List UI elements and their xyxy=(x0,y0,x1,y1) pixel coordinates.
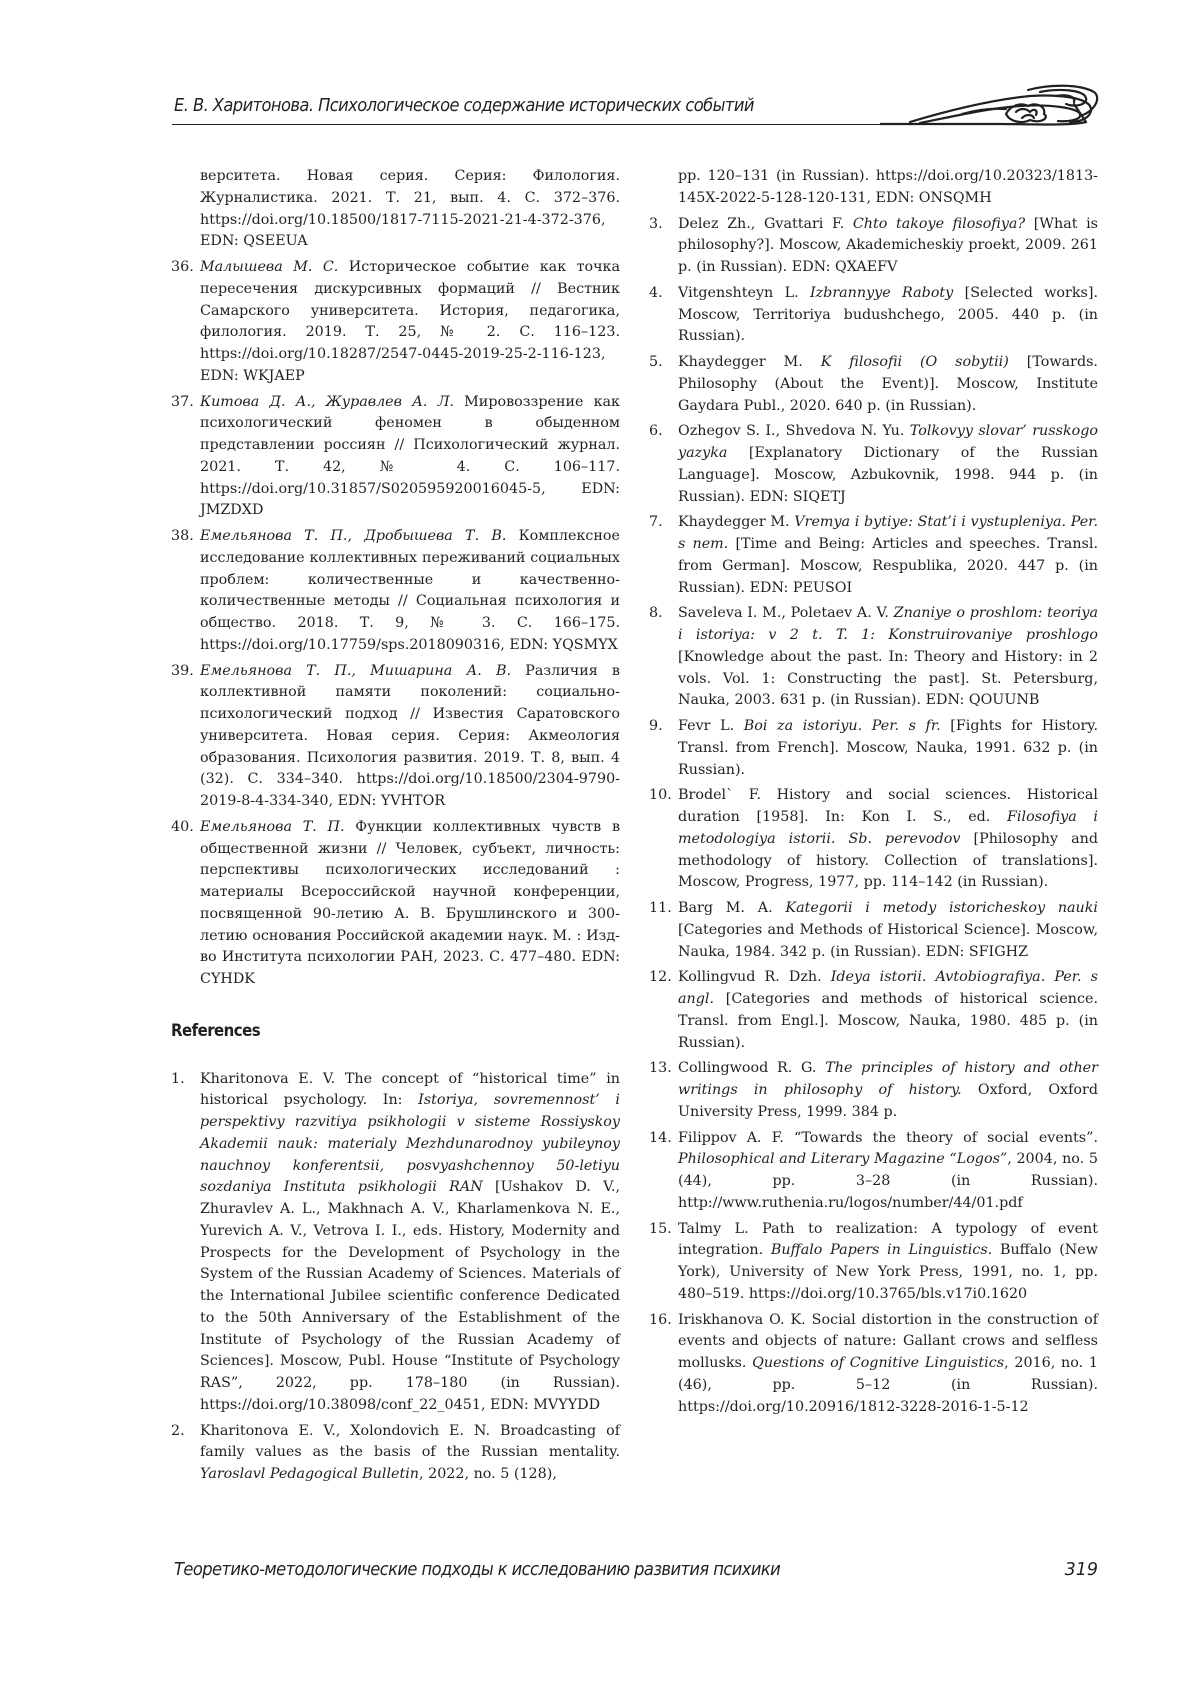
reference-title-italic: Емельянова Т. П., Мишарина А. В. xyxy=(200,662,512,679)
reference-title-italic: Китова Д. А., Журавлев А. Л. xyxy=(200,393,455,410)
reference-title-italic: Istoriya, sovremennost’ i perspektivy razvitiya psikhologii v sisteme Rossiyskoy Akademii nauk: materialy Mezhdunarodnoy yubileynoy nauchnoy konferentsii, posvyashchennoy 50-letiyu sozdaniya Instituta psikhologii RAN xyxy=(200,1092,620,1196)
reference-item xyxy=(649,603,1098,712)
art-nouveau-ornament-icon xyxy=(880,82,1102,144)
reference-title-italic: Малышева М. С. xyxy=(200,259,339,275)
reference-text: [What is philosophy?]. Moscow, Akademicheskiy proekt, 2009. 261 p. (in Russian). EDN: QXAEFV xyxy=(678,215,1098,275)
reference-text: [Categories and Methods of Historical Science]. Moscow, Nauka, 1984. 342 p. (in Russian). EDN: SFIGHZ xyxy=(678,921,1098,960)
reference-item xyxy=(171,661,620,813)
reference-text: [Selected works]. Moscow, Territoriya budushchego, 2005. 440 p. (in Russian). xyxy=(678,284,1098,345)
reference-title-italic: Questions of Cognitive Linguistics xyxy=(752,1355,1005,1371)
reference-text: Brodel` F. History and social sciences. Historical duration [1958]. In: Kon I. S., ed. xyxy=(678,787,1098,825)
reference-item xyxy=(649,1128,1098,1215)
reference-text: [Ushakov D. V., Zhuravlev A. L., Makhnach A. V., Kharlamenkova N. E., Yurevich A. V., Vetrova I. I., eds. History, Modernity and Prospects for the Development of Psychology in the System of the Russian Academy of Sciences. Materials of the International Jubilee scientific conference Dedicated to the 50th Anniversary of the Establishment of the Institute of Psychology of the Russian Academy of Sciences]. Moscow, Publ. House “Institute of Psychology RAS”, 2022, pp. 178–180 (in Russian). https://doi.org/10.38098/conf_22_0451, EDN: MVYYDD xyxy=(200,1179,621,1413)
reference-number: 4. xyxy=(649,284,663,301)
reference-title-italic: Ideya istorii. Avtobiografiya. Per. s angl. xyxy=(678,969,1099,1007)
reference-item xyxy=(171,1421,620,1486)
reference-number: 1. xyxy=(171,1070,185,1087)
reference-text: Kharitonova E. V., Xolondovich E. N. Broadcasting of family values as the basis of the Russian mentality. xyxy=(200,1422,620,1461)
reference-text: Vitgenshteyn L. xyxy=(678,284,810,301)
reference-item xyxy=(649,421,1098,508)
reference-number: 37. xyxy=(171,393,194,410)
reference-text: Мировоззрение как психологический феномен в обыденном представлении россиян // Психологический журнал. 2021. Т. 42, № 4. С. 106–117. https://doi.org/10.31857/S020595920016045-5, EDN: JMZDXD xyxy=(200,393,620,519)
reference-text: [Explanatory Dictionary of the Russian Language]. Moscow, Azbukovnik, 1998. 944 p. (in Russian). EDN: SIQETJ xyxy=(678,445,1098,505)
right-column xyxy=(649,166,1099,1422)
reference-number: 10. xyxy=(649,787,672,804)
reference-item xyxy=(171,257,620,388)
reference-title-italic: Filosofiya i metodologiya istorii. Sb. perevodov xyxy=(678,809,1098,847)
reference-text: Saveleva I. M., Poletaev A. V. xyxy=(678,605,894,622)
reference-text: [Fights for History. Transl. from French]. Moscow, Nauka, 1991. 632 p. (in Russian). xyxy=(678,718,1098,778)
reference-text: Khaydegger M. xyxy=(678,354,821,370)
reference-item xyxy=(649,898,1098,963)
reference-title-italic: K filosofii (O sobytii) xyxy=(820,354,1009,370)
reference-number: 5. xyxy=(649,354,663,370)
reference-continuation xyxy=(174,166,620,253)
reference-title-italic: Yaroslavl Pedagogical Bulletin xyxy=(200,1466,420,1482)
reference-item xyxy=(171,817,620,991)
reference-item xyxy=(649,283,1098,348)
header-rule xyxy=(172,124,922,125)
reference-title-italic: Znaniye o proshlom: teoriya i istoriya: v 2 t. T. 1: Konstruirovaniye proshlogo xyxy=(678,605,1098,643)
reference-number: 11. xyxy=(649,900,672,916)
reference-text: верситета. Новая серия. Серия: Филология. Журналистика. 2021. Т. 21, вып. 4. С. 372–376. https://doi.org/10.18500/1817-7115-2021-21-4-372-376, EDN: QSEEUA xyxy=(200,168,620,250)
reference-number: 39. xyxy=(171,662,194,679)
reference-item xyxy=(649,716,1098,781)
reference-number: 12. xyxy=(649,969,672,986)
reference-item xyxy=(171,526,620,657)
reference-text: Ozhegov S. I., Shvedova N. Yu. xyxy=(678,423,910,440)
reference-item xyxy=(649,967,1099,1054)
reference-text: [Categories and methods of historical science. Transl. from Engl.]. Moscow, Nauka, 1980. 485 p. (in Russian). xyxy=(678,991,1098,1051)
reference-text: [Time and Being: Articles and speeches. Transl. from German]. Moscow, Respublika, 2020. 447 p. (in Russian). EDN: PEUSOI xyxy=(678,536,1098,596)
reference-item xyxy=(649,1219,1099,1306)
reference-number: 3. xyxy=(649,215,663,232)
reference-title-italic: Емельянова Т. П., Дробышева Т. В. xyxy=(200,528,507,544)
reference-number: 38. xyxy=(171,528,194,544)
reference-title-italic: The principles of history and other writings in philosophy of history. xyxy=(678,1060,1098,1098)
reference-title-italic: Boi za istoriyu. Per. s fr. xyxy=(743,718,941,734)
reference-title-italic: Izbrannyye Raboty xyxy=(809,284,954,301)
reference-text: Fevr L. xyxy=(678,718,744,734)
references-heading: References xyxy=(171,1020,261,1041)
reference-number: 2. xyxy=(171,1422,185,1439)
reference-number: 8. xyxy=(649,605,663,622)
running-footer-title: Теоретико-методологические подходы к исследованию развития психики xyxy=(174,1560,781,1580)
reference-item xyxy=(171,1069,621,1417)
reference-text: Историческое событие как точка пересечения дискурсивных формаций // Вестник Самарского университета. История, педагогика, филология. 2019. Т. 25, № 2. С. 116–123. https://doi.org/10.18287/2547-0445-2019-25-2-116-123, EDN: WKJAEP xyxy=(200,259,620,384)
reference-text: Kharitonova E. V. The concept of “historical time” in historical psychology. In: xyxy=(200,1070,620,1109)
reference-text: , 2022, no. 5 (128), xyxy=(419,1466,557,1482)
reference-item xyxy=(649,352,1098,417)
reference-text: , 2016, no. 1 (46), pp. 5–12 (in Russian). https://doi.org/10.20916/1812-3228-2016-1-5-12 xyxy=(678,1355,1098,1415)
reference-text: Различия в коллективной памяти поколений: социально-психологический подход // Известия Саратовского университета. Новая серия. Серия: Акмеология образования. Психология развития. 2019. Т. 8, вып. 4 (32). С. 334–340. https://doi.org/10.18500/2304-9790-2019-8-4-334-340, EDN: YVHTOR xyxy=(200,662,620,809)
reference-title-italic: Vremya i bytiye: Stat’i i vystupleniya. Per. s nem. xyxy=(678,514,1098,552)
reference-text: [Knowledge about the past. In: Theory and History: in 2 vols. Vol. 1: Constructing the past]. St. Petersburg, Nauka, 2003. 631 p. (in Russian). EDN: QOUUNB xyxy=(678,648,1098,709)
reference-text: Buffalo (New York), University of New York Press, 1991, no. 1, pp. 480–519. https://doi.org/10.3765/bls.v17i0.1620 xyxy=(678,1242,1099,1302)
reference-item xyxy=(171,392,620,523)
reference-title-italic: Philosophical and Literary Magazine “Logos” xyxy=(678,1151,1008,1168)
reference-number: 9. xyxy=(649,718,663,734)
reference-text: Talmy L. Path to realization: A typology of event integration. xyxy=(678,1220,1098,1259)
reference-number: 15. xyxy=(649,1220,672,1237)
reference-item xyxy=(649,1058,1098,1123)
page-number: 319 xyxy=(1064,1560,1098,1580)
english-reference-list xyxy=(171,1069,621,1486)
reference-text: pp. 120–131 (in Russian). https://doi.org/10.20323/1813-145X-2022-5-128-120-131, EDN: ONSQMH xyxy=(678,168,1098,206)
russian-reference-list xyxy=(171,257,620,991)
reference-text: [Philosophy and methodology of history. Collection of translations]. Moscow, Progress, 1977, pp. 114–142 (in Russian). xyxy=(678,830,1098,891)
running-header-title: Е. В. Харитонова. Психологическое содержание исторических событий xyxy=(174,96,754,116)
reference-text: Iriskhanova O. K. Social distortion in the construction of events and objects of nature: Gallant crows and selfless mollusks. xyxy=(678,1311,1098,1371)
reference-number: 6. xyxy=(649,423,663,440)
reference-text: Oxford, Oxford University Press, 1999. 384 p. xyxy=(678,1082,1098,1120)
reference-text: Delez Zh., Gvattari F. xyxy=(678,215,853,232)
reference-number: 16. xyxy=(649,1311,672,1328)
reference-text: Функции коллективных чувств в общественной жизни // Человек, субъект, личность: перспективы психологических исследований : материалы Всероссийской научной конференции, посвященной 90-летию А. В. Брушлинского и 300-летию основания Российской академии наук. М. : Изд-во Института психологии РАН, 2023. С. 477–480. EDN: CYHDK xyxy=(200,818,620,987)
reference-continuation xyxy=(652,166,1098,210)
reference-title-italic: Tolkovyy slovar’ russkogo yazyka xyxy=(678,423,1098,461)
reference-number: 14. xyxy=(649,1129,672,1146)
reference-item xyxy=(649,512,1098,599)
reference-title-italic: Емельянова Т. П. xyxy=(200,818,345,835)
reference-title-italic: Buffalo Papers in Linguistics. xyxy=(770,1242,993,1259)
reference-text: Kollingvud R. Dzh. xyxy=(678,969,831,986)
reference-text: Khaydegger M. xyxy=(678,514,795,531)
reference-text: Комплексное исследование коллективных переживаний социальных проблем: количественные и качественно-количественные методы // Социальная психология и общество. 2018. Т. 9, № 3. С. 166–175. https://doi.org/10.17759/sps.2018090316, EDN: YQSMYX xyxy=(200,528,620,653)
reference-text: Collingwood R. G. xyxy=(678,1060,826,1077)
reference-title-italic: Chto takoye filosofiya? xyxy=(852,215,1026,232)
reference-title-italic: Kategorii i metody istoricheskoy nauki xyxy=(785,900,1098,916)
reference-number: 36. xyxy=(171,259,194,275)
reference-number: 13. xyxy=(649,1060,672,1077)
english-reference-list xyxy=(649,214,1099,1419)
reference-number: 7. xyxy=(649,514,663,531)
reference-text: Barg M. A. xyxy=(678,900,786,916)
left-column xyxy=(171,166,621,1490)
reference-text: [Towards. Philosophy (About the Event)]. Moscow, Institute Gaydara Publ., 2020. 640 p. (in Russian). xyxy=(678,354,1098,414)
reference-item xyxy=(649,785,1098,894)
reference-item xyxy=(649,1310,1098,1419)
reference-number: 40. xyxy=(171,818,194,835)
reference-text: , 2004, no. 5 (44), pp. 3–28 (in Russian). http://www.ruthenia.ru/logos/number/44/01.pdf xyxy=(678,1151,1098,1211)
reference-text: Filippov A. F. “Towards the theory of social events”. xyxy=(678,1129,1098,1146)
reference-item xyxy=(649,214,1098,279)
